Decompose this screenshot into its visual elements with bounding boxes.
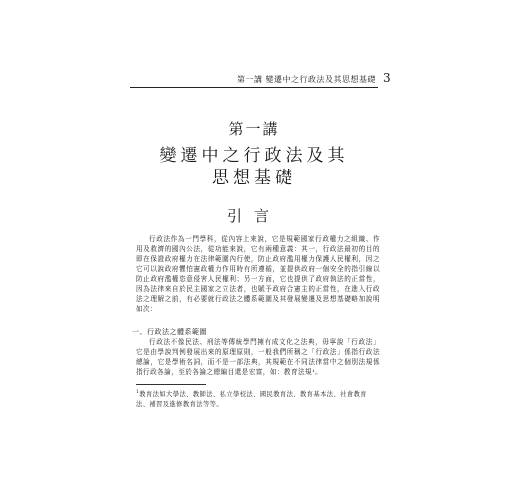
footnote-rule xyxy=(136,384,206,385)
chapter-title xyxy=(130,145,378,189)
footnote xyxy=(136,388,380,410)
chapter-title-line-1: 變遷中之行政法及其 xyxy=(159,146,349,166)
footnote-text: 教育法如大學法、教師法、私立學校法、國民教育法、教育基本法、社會教育法、補習及進修教育法等等。 xyxy=(136,391,367,409)
page-number: 3 xyxy=(383,71,391,85)
header-rule xyxy=(130,87,378,88)
intro-paragraph: 行政法作為一門學科，從內容上來說，它是規範國家行政權力之組織、作用及救濟的國內公法，從功能來說，它有兩種意義：其一，行政法最初的目的即在保證政府權力在法律範圍內行使，防止政府濫用權力保護人民權利，因之它可以說政府懼怕憲政權力作用時有所遵循，並提供政府一個安全的指引線以防止政府濫權恣意侵害人民權利；另一方面，它也提供了政府執法的正當性，因為法律來自於民主國家之立法者，也賦予政府合憲主的正當性，在進入行政法之理解之前，有必要就行政法之體系範圍及其發展變遷及思想基礎略加說明如次： xyxy=(136,235,380,313)
subsection-paragraph: 行政法不像民法、刑法等傳統學門擁有成文化之法典，毋寧說「行政法」它是由學說判例發展出來的原理原則，一般我們所稱之「行政法」係指行政法總論，它是學術名詞，而不是一部法典，其規範在不同法律當中之個別法規係指行政各論，至於各論之總編目還是宏富，如：教育法規¹。 xyxy=(136,338,380,376)
chapter-title-line-2: 思想基礎 xyxy=(212,168,296,188)
footnote-marker: 1 xyxy=(136,390,140,395)
lecture-label: 第一講 xyxy=(228,120,280,138)
running-head: 第一講 變遷中之行政法及其思想基礎 xyxy=(236,75,376,84)
subsection-heading: 一、行政法之體系範圍 xyxy=(132,328,207,336)
section-title: 引言 xyxy=(226,207,281,225)
